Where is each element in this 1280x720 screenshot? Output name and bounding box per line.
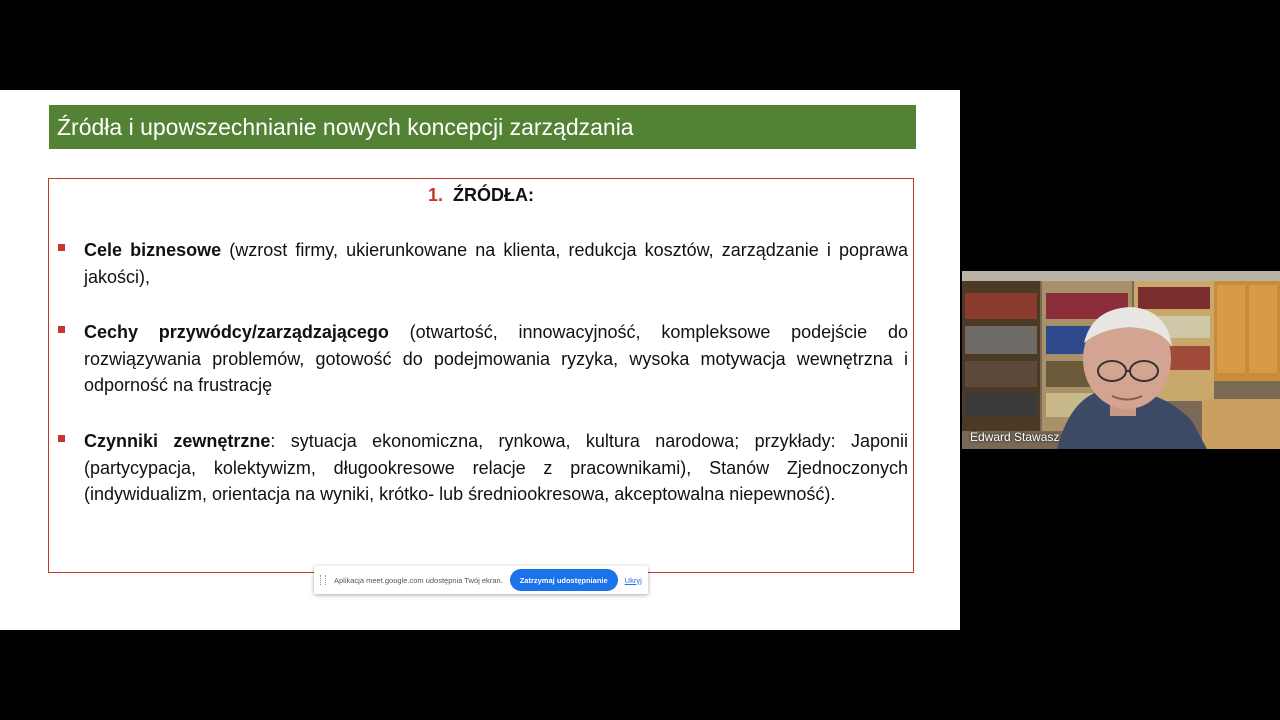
bullet-bold: Cechy przywódcy/zarządzającego — [84, 322, 389, 342]
drag-handle-icon[interactable] — [320, 575, 326, 585]
share-message: Aplikacja meet.google.com udostępnia Twój ekran. — [334, 575, 503, 585]
bullet-marker-icon — [58, 326, 65, 333]
participant-name: Edward Stawasz — [970, 430, 1060, 444]
hide-link[interactable]: Ukryj — [624, 575, 642, 585]
slide-title: Źródła i upowszechnianie nowych koncepcji zarządzania — [57, 113, 634, 140]
slide-title-bar — [49, 105, 916, 149]
screen-share-notification — [314, 566, 648, 594]
bullet-item — [58, 237, 908, 290]
stop-sharing-button[interactable]: Zatrzymaj udostępnianie — [510, 569, 618, 591]
shared-slide — [0, 90, 960, 630]
bullet-text: (otwartość, innowacyjność, kompleksowe podejście do rozwiązywania problemów, gotowość do podejmowania ryzyka, wysoka motywacja wewnętrzna i odporność na frustrację — [84, 322, 908, 395]
video-feed — [962, 271, 1280, 449]
bullet-bold: Cele biznesowe — [84, 240, 222, 260]
participant-video-tile[interactable] — [962, 271, 1280, 449]
bullet-marker-icon — [58, 435, 65, 442]
bullet-text: : sytuacja ekonomiczna, rynkowa, kultura narodowa; przykłady: Japonii (partycypacja, kolektywizm, długookresowe relacje z pracownikami), Stanów Zjednoczonych (indywidualizm, orientacja na wyniki, krótko- lub średniookresowa, akceptowalna niepewność). — [84, 431, 908, 504]
bullet-item — [58, 319, 908, 399]
section-heading — [49, 185, 913, 206]
bullet-item — [58, 428, 908, 508]
section-number: 1. — [428, 185, 444, 205]
section-title: ŹRÓDŁA: — [453, 185, 534, 205]
content-box — [48, 178, 914, 573]
bullet-text: (wzrost firmy, ukierunkowane na klienta, redukcja kosztów, zarządzanie i poprawa jakości), — [84, 240, 908, 287]
bullet-marker-icon — [58, 244, 65, 251]
bullet-bold: Czynniki zewnętrzne — [84, 431, 271, 451]
